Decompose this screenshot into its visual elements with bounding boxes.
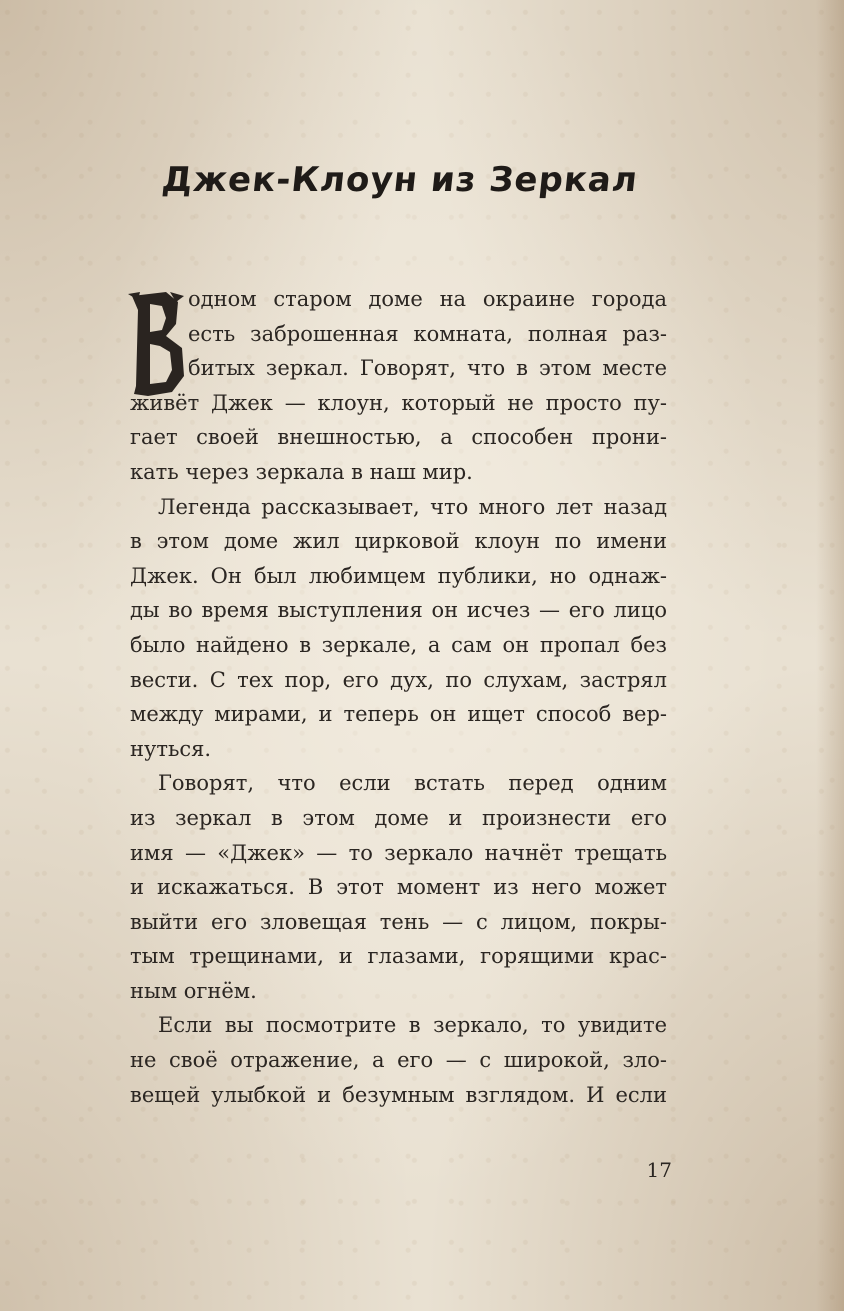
text-line: одном старом доме на окраине города (188, 287, 667, 311)
text-line: из зеркал в этом доме и произнести его (130, 805, 667, 830)
text-line: в этом доме жил цирковой клоун по имени (130, 529, 667, 554)
text-line: тым трещинами, и глазами, горящими крас- (130, 944, 667, 969)
text-line: было найдено в зеркале, а сам он пропал без (130, 632, 667, 657)
text-line: есть заброшенная комната, полная раз- (188, 321, 667, 346)
text-line: Легенда рассказывает, что много лет назад (158, 494, 667, 519)
text-line: и искажаться. В этот момент из него может (130, 875, 667, 900)
text-line: Говорят, что если встать перед одним (158, 771, 667, 796)
page-number: 17 (646, 1158, 672, 1182)
text-line: ды во время выступления он исчез — его лицо (130, 598, 667, 623)
text-line: между мирами, и теперь он ищет способ вер- (130, 702, 667, 727)
text-line: гает своей внешностью, а способен прони- (130, 425, 667, 450)
text-line: нуться. (130, 736, 212, 761)
body-text (130, 282, 667, 1112)
page-edge-shadow (816, 0, 844, 1311)
text-line: не своё отражение, а его — с широкой, зло- (130, 1048, 667, 1073)
text-line: имя — «Джек» — то зеркало начнёт трещать (130, 840, 667, 865)
chapter-title: Джек-Клоун из Зеркал (159, 160, 640, 200)
text-line: кать через зеркала в наш мир. (130, 459, 473, 484)
text-line: вещей улыбкой и безумным взглядом. И если (130, 1082, 667, 1107)
text-line: Джек. Он был любимцем публики, но однаж- (130, 563, 667, 588)
text-line: живёт Джек — клоун, который не просто пу- (130, 390, 667, 415)
text-line: ным огнём. (130, 978, 257, 1003)
text-line: вести. С тех пор, его дух, по слухам, застрял (130, 667, 667, 692)
text-line: Если вы посмотрите в зеркало, то увидите (158, 1013, 667, 1038)
text-line: выйти его зловещая тень — с лицом, покры- (130, 909, 667, 934)
text-line: битых зеркал. Говорят, что в этом месте (188, 356, 667, 381)
